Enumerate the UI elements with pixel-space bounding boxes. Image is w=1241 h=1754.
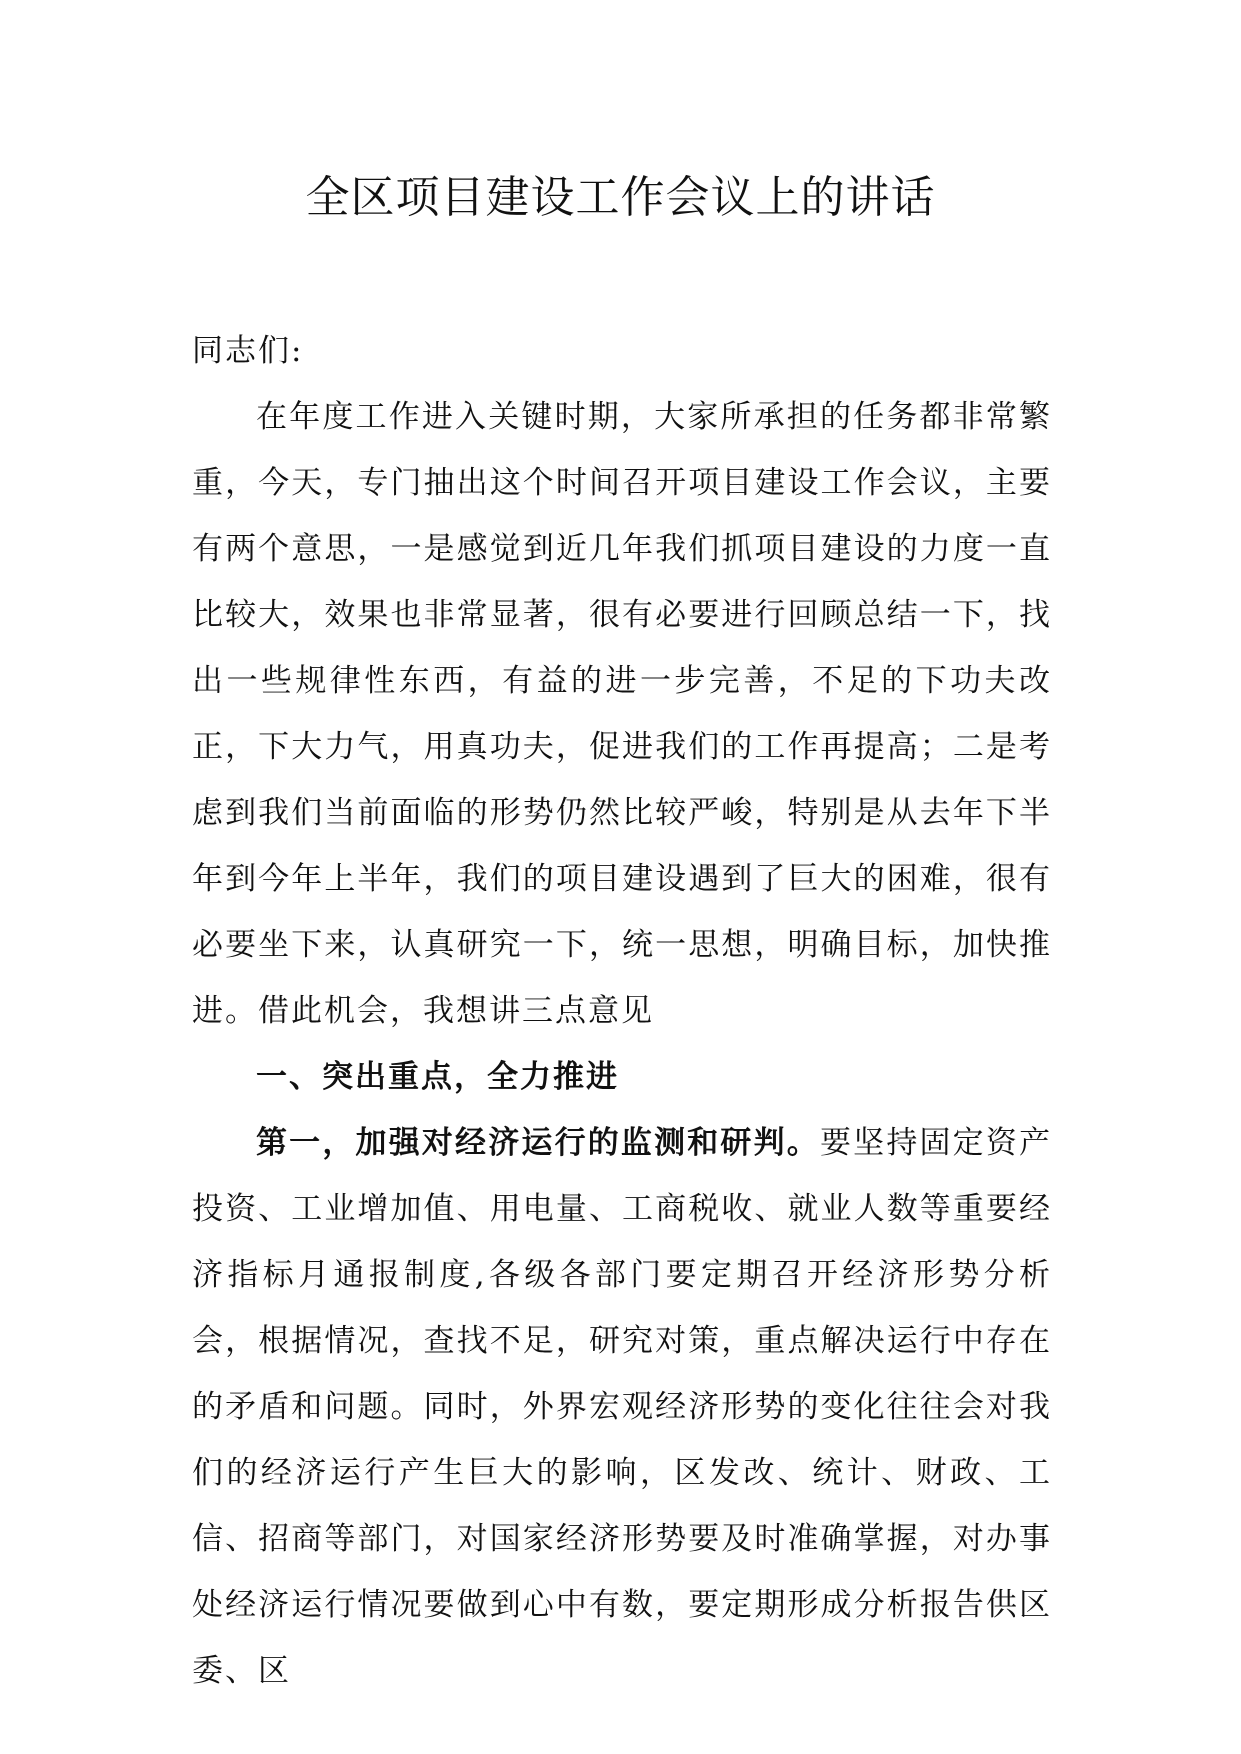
document-body [192, 318, 1052, 1704]
document-title: 全区项目建设工作会议上的讲话 [305, 172, 936, 223]
salutation: 同志们: [192, 333, 304, 369]
point-one-paragraph [192, 1110, 1052, 1704]
point-one-text: 要坚持固定资产投资、工业增加值、用电量、工商税收、就业人数等重要经济指标月通报制度,各级各部门要定期召开经济形势分析会，根据情况，查找不足，研究对策，重点解决运行中存在的矛盾和问题。同时，外界宏观经济形势的变化往往会对我们的经济运行产生巨大的影响，区发改、统计、财政、工信、招商等部门，对国家经济形势要及时准确掌握，对办事处经济运行情况要做到心中有数，要定期形成分析报告供区委、区 [192, 1125, 1053, 1689]
point-one-lead: 第一，加强对经济运行的监测和研判。 [256, 1125, 820, 1161]
intro-paragraph: 在年度工作进入关键时期，大家所承担的任务都非常繁重，今天，专门抽出这个时间召开项目建设工作会议，主要有两个意思，一是感觉到近几年我们抓项目建设的力度一直比较大，效果也非常显著，很有必要进行回顾总结一下，找出一些规律性东西，有益的进一步完善，不足的下功夫改正，下大力气，用真功夫，促进我们的工作再提高；二是考虑到我们当前面临的形势仍然比较严峻，特别是从去年下半年到今年上半年，我们的项目建设遇到了巨大的困难，很有必要坐下来，认真研究一下，统一思想，明确目标，加快推进。借此机会，我想讲三点意见 [192, 399, 1052, 1029]
section-heading: 一、突出重点，全力推进 [256, 1059, 619, 1095]
